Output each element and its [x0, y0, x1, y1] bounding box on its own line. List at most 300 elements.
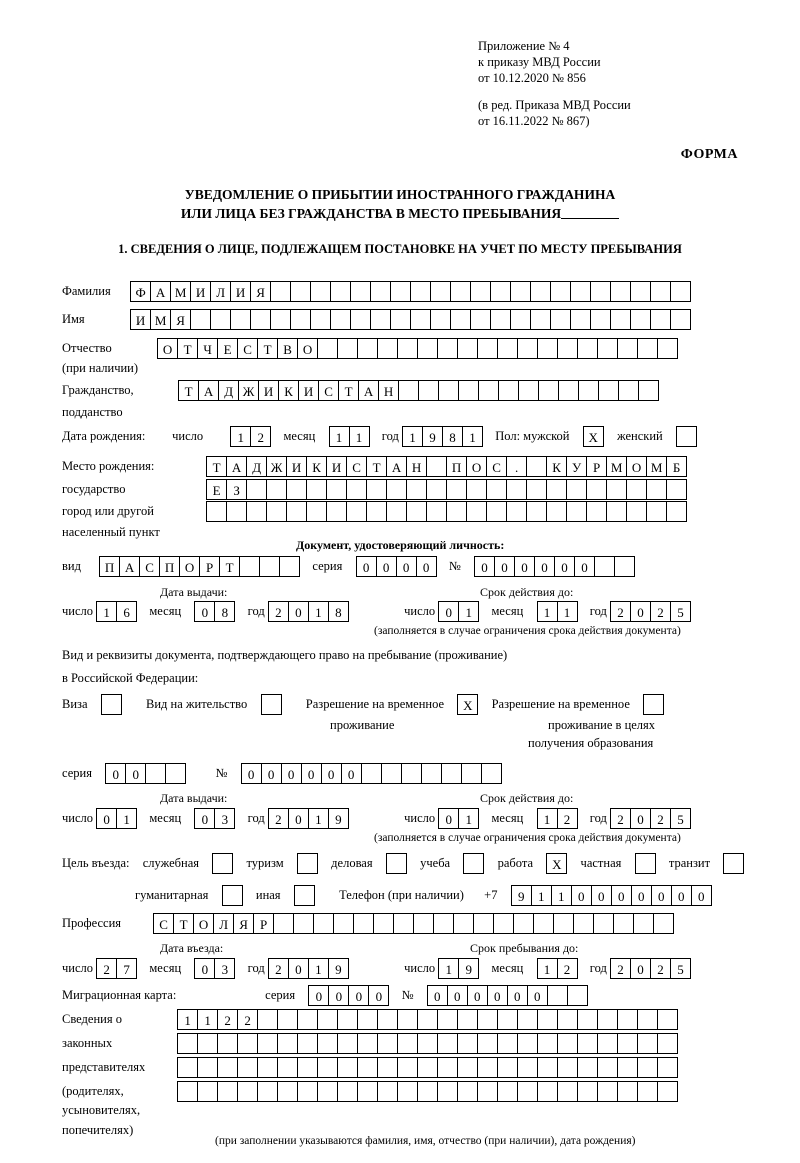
cell[interactable]: М: [606, 456, 627, 477]
cell[interactable]: [437, 1033, 458, 1054]
cell[interactable]: [446, 479, 467, 500]
cell[interactable]: И: [190, 281, 211, 302]
cell[interactable]: [237, 1057, 258, 1078]
cell[interactable]: П: [159, 556, 180, 577]
cell[interactable]: Т: [178, 380, 199, 401]
cell[interactable]: [517, 1033, 538, 1054]
identity-issue-day-boxes[interactable]: [96, 601, 136, 622]
cell[interactable]: Е: [217, 338, 238, 359]
cell[interactable]: Т: [366, 456, 387, 477]
entry-day-boxes[interactable]: [96, 958, 136, 979]
cell[interactable]: [430, 281, 451, 302]
cell[interactable]: [297, 1057, 318, 1078]
cell[interactable]: 2: [237, 1009, 258, 1030]
cell[interactable]: [646, 501, 667, 522]
cell[interactable]: [177, 1057, 198, 1078]
cell[interactable]: 1: [329, 426, 350, 447]
purpose-private-checkbox[interactable]: [635, 853, 656, 874]
cell[interactable]: [637, 1081, 658, 1102]
migration-number-boxes[interactable]: [427, 985, 587, 1006]
cell[interactable]: [537, 338, 558, 359]
cell[interactable]: [337, 1033, 358, 1054]
cell[interactable]: [390, 309, 411, 330]
cell[interactable]: [537, 1009, 558, 1030]
cell[interactable]: [437, 1081, 458, 1102]
cell[interactable]: [266, 479, 287, 500]
purpose-official-checkbox[interactable]: [212, 853, 233, 874]
cell[interactable]: [206, 501, 227, 522]
cell[interactable]: [570, 309, 591, 330]
cell[interactable]: 0: [328, 985, 349, 1006]
cell[interactable]: 9: [328, 958, 349, 979]
cell[interactable]: [486, 479, 507, 500]
cell[interactable]: [357, 1057, 378, 1078]
citizenship-boxes[interactable]: [178, 380, 658, 401]
cell[interactable]: [313, 913, 334, 934]
cell[interactable]: [317, 338, 338, 359]
cell[interactable]: [293, 913, 314, 934]
cell[interactable]: [657, 1033, 678, 1054]
cell[interactable]: [297, 1081, 318, 1102]
cell[interactable]: [637, 1057, 658, 1078]
cell[interactable]: [317, 1033, 338, 1054]
cell[interactable]: [670, 309, 691, 330]
cell[interactable]: Д: [218, 380, 239, 401]
cell[interactable]: 8: [442, 426, 463, 447]
stay-month-boxes[interactable]: [537, 958, 577, 979]
cell[interactable]: [437, 1057, 458, 1078]
purpose-work-checkbox[interactable]: Х: [546, 853, 567, 874]
migration-series-boxes[interactable]: [308, 985, 388, 1006]
cell[interactable]: [457, 1057, 478, 1078]
cell[interactable]: [481, 763, 502, 784]
cell[interactable]: [337, 1057, 358, 1078]
cell[interactable]: [270, 309, 291, 330]
cell[interactable]: С: [237, 338, 258, 359]
cell[interactable]: [513, 913, 534, 934]
cell[interactable]: [370, 281, 391, 302]
cell[interactable]: 0: [691, 885, 712, 906]
stay-year-boxes[interactable]: [610, 958, 690, 979]
cell[interactable]: [457, 1009, 478, 1030]
cell[interactable]: [426, 501, 447, 522]
cell[interactable]: [657, 338, 678, 359]
cell[interactable]: [357, 1081, 378, 1102]
cell[interactable]: З: [226, 479, 247, 500]
cell[interactable]: 0: [631, 885, 652, 906]
cell[interactable]: [526, 456, 547, 477]
cell[interactable]: [477, 338, 498, 359]
cell[interactable]: И: [326, 456, 347, 477]
cell[interactable]: [593, 913, 614, 934]
cell[interactable]: Я: [233, 913, 254, 934]
birth-place-city-boxes-row3[interactable]: [206, 501, 686, 522]
cell[interactable]: М: [170, 281, 191, 302]
cell[interactable]: [381, 763, 402, 784]
cell[interactable]: [377, 338, 398, 359]
representatives-row-3[interactable]: [177, 1057, 677, 1078]
cell[interactable]: 2: [650, 958, 671, 979]
cell[interactable]: 1: [197, 1009, 218, 1030]
cell[interactable]: [366, 479, 387, 500]
cell[interactable]: 0: [474, 556, 495, 577]
cell[interactable]: [567, 985, 588, 1006]
cell[interactable]: [597, 1081, 618, 1102]
cell[interactable]: [453, 913, 474, 934]
cell[interactable]: Р: [586, 456, 607, 477]
cell[interactable]: [257, 1033, 278, 1054]
cell[interactable]: [506, 479, 527, 500]
cell[interactable]: [317, 1081, 338, 1102]
cell[interactable]: [617, 1009, 638, 1030]
cell[interactable]: [317, 1057, 338, 1078]
cell[interactable]: 6: [116, 601, 137, 622]
cell[interactable]: 1: [462, 426, 483, 447]
cell[interactable]: 0: [514, 556, 535, 577]
cell[interactable]: [546, 479, 567, 500]
cell[interactable]: [266, 501, 287, 522]
permit-issue-month-boxes[interactable]: [194, 808, 234, 829]
cell[interactable]: [377, 1081, 398, 1102]
cell[interactable]: 0: [341, 763, 362, 784]
cell[interactable]: [517, 1081, 538, 1102]
cell[interactable]: [550, 309, 571, 330]
cell[interactable]: [506, 501, 527, 522]
cell[interactable]: [537, 1057, 558, 1078]
cell[interactable]: [670, 281, 691, 302]
cell[interactable]: [350, 281, 371, 302]
cell[interactable]: [557, 1033, 578, 1054]
cell[interactable]: Н: [378, 380, 399, 401]
cell[interactable]: [526, 501, 547, 522]
cell[interactable]: А: [198, 380, 219, 401]
identity-kind-boxes[interactable]: [99, 556, 299, 577]
cell[interactable]: 5: [670, 601, 691, 622]
cell[interactable]: 2: [610, 601, 631, 622]
cell[interactable]: А: [386, 456, 407, 477]
cell[interactable]: [653, 913, 674, 934]
cell[interactable]: [437, 1009, 458, 1030]
cell[interactable]: [277, 1081, 298, 1102]
cell[interactable]: [353, 913, 374, 934]
cell[interactable]: [197, 1057, 218, 1078]
cell[interactable]: 2: [610, 958, 631, 979]
cell[interactable]: [446, 501, 467, 522]
cell[interactable]: [377, 1009, 398, 1030]
cell[interactable]: [626, 501, 647, 522]
cell[interactable]: М: [150, 309, 171, 330]
cell[interactable]: 0: [630, 808, 651, 829]
cell[interactable]: О: [297, 338, 318, 359]
cell[interactable]: 0: [105, 763, 126, 784]
cell[interactable]: [413, 913, 434, 934]
cell[interactable]: П: [446, 456, 467, 477]
cell[interactable]: [310, 309, 331, 330]
cell[interactable]: 0: [651, 885, 672, 906]
cell[interactable]: [257, 1081, 278, 1102]
cell[interactable]: 0: [487, 985, 508, 1006]
cell[interactable]: [657, 1057, 678, 1078]
cell[interactable]: О: [179, 556, 200, 577]
cell[interactable]: [566, 501, 587, 522]
cell[interactable]: 2: [217, 1009, 238, 1030]
cell[interactable]: [547, 985, 568, 1006]
birth-place-state-boxes[interactable]: [206, 456, 686, 477]
cell[interactable]: 2: [610, 808, 631, 829]
cell[interactable]: [386, 479, 407, 500]
cell[interactable]: Т: [206, 456, 227, 477]
cell[interactable]: [197, 1081, 218, 1102]
cell[interactable]: [417, 338, 438, 359]
cell[interactable]: [350, 309, 371, 330]
cell[interactable]: 0: [261, 763, 282, 784]
cell[interactable]: [441, 763, 462, 784]
cell[interactable]: 0: [194, 601, 215, 622]
cell[interactable]: [638, 380, 659, 401]
permit-issue-day-boxes[interactable]: [96, 808, 136, 829]
cell[interactable]: 0: [571, 885, 592, 906]
cell[interactable]: .: [506, 456, 527, 477]
cell[interactable]: [490, 309, 511, 330]
cell[interactable]: 1: [116, 808, 137, 829]
cell[interactable]: 0: [356, 556, 377, 577]
cell[interactable]: 0: [427, 985, 448, 1006]
cell[interactable]: [326, 479, 347, 500]
cell[interactable]: [239, 556, 260, 577]
cell[interactable]: 2: [557, 958, 578, 979]
cell[interactable]: [477, 1081, 498, 1102]
cell[interactable]: Т: [338, 380, 359, 401]
cell[interactable]: [577, 1057, 598, 1078]
cell[interactable]: 0: [308, 985, 329, 1006]
cell[interactable]: [637, 1033, 658, 1054]
cell[interactable]: Л: [213, 913, 234, 934]
cell[interactable]: С: [318, 380, 339, 401]
cell[interactable]: [478, 380, 499, 401]
cell[interactable]: [450, 309, 471, 330]
cell[interactable]: 1: [537, 958, 558, 979]
cell[interactable]: [497, 1033, 518, 1054]
cell[interactable]: 7: [116, 958, 137, 979]
cell[interactable]: [530, 309, 551, 330]
cell[interactable]: 0: [288, 808, 309, 829]
cell[interactable]: 0: [96, 808, 117, 829]
cell[interactable]: [666, 501, 687, 522]
permit-valid-year-boxes[interactable]: [610, 808, 690, 829]
cell[interactable]: [473, 913, 494, 934]
cell[interactable]: [437, 338, 458, 359]
identity-valid-year-boxes[interactable]: [610, 601, 690, 622]
cell[interactable]: [177, 1033, 198, 1054]
cell[interactable]: [290, 309, 311, 330]
cell[interactable]: К: [306, 456, 327, 477]
cell[interactable]: [410, 281, 431, 302]
cell[interactable]: [497, 1009, 518, 1030]
birth-day-boxes[interactable]: [230, 426, 270, 447]
cell[interactable]: [397, 1057, 418, 1078]
cell[interactable]: [410, 309, 431, 330]
cell[interactable]: Ж: [238, 380, 259, 401]
cell[interactable]: Е: [206, 479, 227, 500]
cell[interactable]: [477, 1009, 498, 1030]
cell[interactable]: 0: [396, 556, 417, 577]
patronymic-boxes[interactable]: [157, 338, 677, 359]
cell[interactable]: [317, 1009, 338, 1030]
cell[interactable]: [497, 1057, 518, 1078]
cell[interactable]: [418, 380, 439, 401]
cell[interactable]: [493, 913, 514, 934]
cell[interactable]: [617, 1081, 638, 1102]
cell[interactable]: 1: [438, 958, 459, 979]
cell[interactable]: 0: [534, 556, 555, 577]
cell[interactable]: [337, 1081, 358, 1102]
cell[interactable]: 0: [194, 958, 215, 979]
cell[interactable]: [390, 281, 411, 302]
cell[interactable]: 5: [670, 808, 691, 829]
cell[interactable]: 0: [438, 808, 459, 829]
cell[interactable]: [637, 1009, 658, 1030]
cell[interactable]: [557, 1009, 578, 1030]
cell[interactable]: О: [193, 913, 214, 934]
cell[interactable]: [257, 1009, 278, 1030]
cell[interactable]: 0: [288, 958, 309, 979]
cell[interactable]: 0: [241, 763, 262, 784]
identity-valid-day-boxes[interactable]: [438, 601, 478, 622]
cell[interactable]: [333, 913, 354, 934]
cell[interactable]: [633, 913, 654, 934]
cell[interactable]: [553, 913, 574, 934]
cell[interactable]: 9: [458, 958, 479, 979]
cell[interactable]: [457, 338, 478, 359]
cell[interactable]: [370, 309, 391, 330]
cell[interactable]: [450, 281, 471, 302]
cell[interactable]: 9: [422, 426, 443, 447]
cell[interactable]: [297, 1033, 318, 1054]
cell[interactable]: [230, 309, 251, 330]
cell[interactable]: [570, 281, 591, 302]
cell[interactable]: [357, 338, 378, 359]
cell[interactable]: [277, 1009, 298, 1030]
cell[interactable]: Н: [406, 456, 427, 477]
cell[interactable]: [417, 1057, 438, 1078]
cell[interactable]: [346, 501, 367, 522]
cell[interactable]: Р: [253, 913, 274, 934]
cell[interactable]: 1: [96, 601, 117, 622]
cell[interactable]: Я: [250, 281, 271, 302]
identity-series-boxes[interactable]: [356, 556, 436, 577]
cell[interactable]: [250, 309, 271, 330]
purpose-transit-checkbox[interactable]: [723, 853, 744, 874]
cell[interactable]: [550, 281, 571, 302]
cell[interactable]: [477, 1033, 498, 1054]
cell[interactable]: [310, 281, 331, 302]
cell[interactable]: [145, 763, 166, 784]
cell[interactable]: 9: [511, 885, 532, 906]
cell[interactable]: [438, 380, 459, 401]
cell[interactable]: 2: [268, 601, 289, 622]
cell[interactable]: [586, 501, 607, 522]
cell[interactable]: [470, 309, 491, 330]
cell[interactable]: [533, 913, 554, 934]
cell[interactable]: 0: [368, 985, 389, 1006]
cell[interactable]: [277, 1033, 298, 1054]
cell[interactable]: И: [298, 380, 319, 401]
cell[interactable]: Д: [246, 456, 267, 477]
cell[interactable]: [397, 1033, 418, 1054]
cell[interactable]: [190, 309, 211, 330]
cell[interactable]: [606, 501, 627, 522]
cell[interactable]: А: [150, 281, 171, 302]
cell[interactable]: 0: [507, 985, 528, 1006]
cell[interactable]: [650, 281, 671, 302]
visa-checkbox[interactable]: [101, 694, 122, 715]
profession-boxes[interactable]: [153, 913, 673, 934]
cell[interactable]: И: [286, 456, 307, 477]
permit-issue-year-boxes[interactable]: [268, 808, 348, 829]
cell[interactable]: [397, 1009, 418, 1030]
cell[interactable]: [246, 479, 267, 500]
cell[interactable]: 2: [557, 808, 578, 829]
cell[interactable]: Т: [219, 556, 240, 577]
surname-boxes[interactable]: [130, 281, 690, 302]
cell[interactable]: 0: [574, 556, 595, 577]
cell[interactable]: [486, 501, 507, 522]
cell[interactable]: [270, 281, 291, 302]
cell[interactable]: [237, 1081, 258, 1102]
cell[interactable]: [417, 1033, 438, 1054]
cell[interactable]: [537, 1081, 558, 1102]
cell[interactable]: [217, 1033, 238, 1054]
cell[interactable]: [297, 1009, 318, 1030]
cell[interactable]: 1: [458, 808, 479, 829]
cell[interactable]: [461, 763, 482, 784]
name-boxes[interactable]: [130, 309, 690, 330]
phone-boxes[interactable]: [511, 885, 711, 906]
cell[interactable]: Р: [199, 556, 220, 577]
cell[interactable]: [557, 338, 578, 359]
cell[interactable]: 9: [328, 808, 349, 829]
cell[interactable]: 0: [125, 763, 146, 784]
cell[interactable]: [286, 479, 307, 500]
cell[interactable]: [538, 380, 559, 401]
cell[interactable]: [626, 479, 647, 500]
cell[interactable]: 0: [494, 556, 515, 577]
cell[interactable]: 1: [537, 601, 558, 622]
cell[interactable]: 1: [308, 958, 329, 979]
sex-male-checkbox[interactable]: Х: [583, 426, 604, 447]
cell[interactable]: [377, 1033, 398, 1054]
cell[interactable]: [657, 1009, 678, 1030]
cell[interactable]: 8: [328, 601, 349, 622]
cell[interactable]: [337, 338, 358, 359]
cell[interactable]: 0: [630, 601, 651, 622]
cell[interactable]: А: [119, 556, 140, 577]
temp-permit-checkbox[interactable]: Х: [457, 694, 478, 715]
cell[interactable]: Я: [170, 309, 191, 330]
cell[interactable]: [337, 1009, 358, 1030]
cell[interactable]: [578, 380, 599, 401]
cell[interactable]: [510, 309, 531, 330]
cell[interactable]: [470, 281, 491, 302]
birth-month-boxes[interactable]: [329, 426, 369, 447]
cell[interactable]: [577, 1009, 598, 1030]
cell[interactable]: Б: [666, 456, 687, 477]
cell[interactable]: [279, 556, 300, 577]
cell[interactable]: К: [546, 456, 567, 477]
birth-year-boxes[interactable]: [402, 426, 482, 447]
cell[interactable]: [573, 913, 594, 934]
cell[interactable]: [237, 1033, 258, 1054]
